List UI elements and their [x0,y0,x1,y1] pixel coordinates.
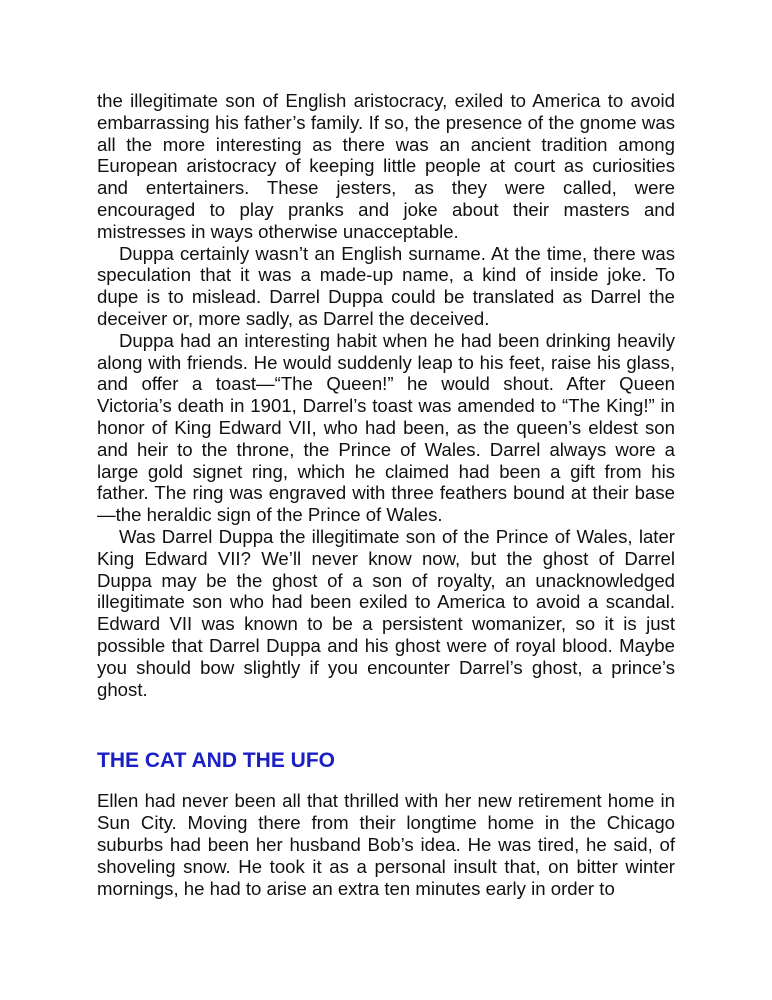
paragraph-continued: the illegitimate son of English aristocracy, exiled to America to avoid embarrassing his father’s family. If so, the presence of the gnome was all the more interesting as there was an ancient tradition among European aristocracy of keeping little people at court as curiosities and entertainers. These jesters, as they were called, were encouraged to play pranks and joke about their masters and mistresses in ways otherwise unacceptable. [97,90,675,242]
paragraph-duppa-toast: Duppa had an interesting habit when he had been drinking heavily along with friends. He would suddenly leap to his feet, raise his glass, and offer a toast—“The Queen!” he would shout. After Queen Victoria’s death in 1901, Darrel’s toast was amended to “The King!” in honor of King Edward VII, who had been, as the queen’s eldest son and heir to the throne, the Prince of Wales. Darrel always wore a large gold signet ring, which he claimed had been a gift from his father. The ring was engraved with three feathers bound at their base—the heraldic sign of the Prince of Wales. [97,329,675,526]
paragraph-ellen-intro: Ellen had never been all that thrilled with her new retirement home in Sun City. Moving there from their longtime home in the Chicago suburbs had been her husband Bob’s idea. He was tired, he said, of shoveling snow. He took it as a personal insult that, on bitter winter mornings, he had to arise an extra ten minutes early in order to [97,790,675,899]
paragraph-duppa-surname: Duppa certainly wasn’t an English surname. At the time, there was speculation that it was a made-up name, a kind of inside joke. To dupe is to mislead. Darrel Duppa could be translated as Darrel the deceiver or, more sadly, as Darrel the deceived. [97,242,675,329]
paragraph-duppa-royalty: Was Darrel Duppa the illegitimate son of the Prince of Wales, later King Edward VII? We’ll never know now, but the ghost of Darrel Duppa may be the ghost of a son of royalty, an unacknowledged illegitimate son who had been exiled to America to avoid a scandal. Edward VII was known to be a persistent womanizer, so it is just possible that Darrel Duppa and his ghost were of royal blood. Maybe you should bow slightly if you encounter Darrel’s ghost, a prince’s ghost. [97,525,675,700]
section-heading: THE CAT AND THE UFO [97,749,335,773]
